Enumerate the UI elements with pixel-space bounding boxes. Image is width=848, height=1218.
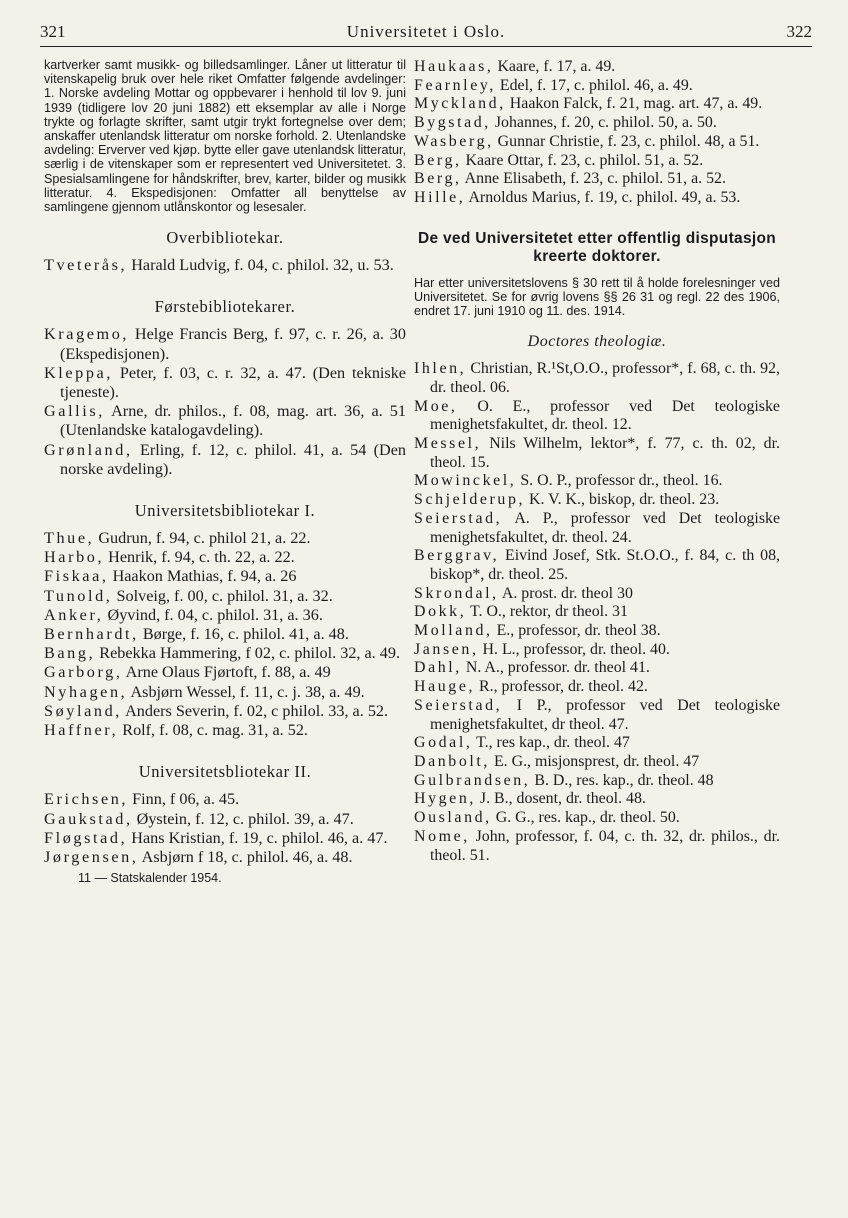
list-item: Messel, Nils Wilhelm, lektor*, f. 77, c. th. 02, dr. theol. 15.	[414, 435, 780, 471]
header-rule	[40, 46, 812, 47]
list-item: Haukaas, Kaare, f. 17, a. 49.	[414, 58, 616, 75]
list-item: Skrondal, A. prost. dr. theol 30	[414, 584, 633, 602]
list-item: Ihlen, Christian, R.¹St,O.O., professor*, f. 68, c. th. 92, dr. theol. 06.	[414, 360, 780, 396]
list-item: Gulbrandsen, B. D., res. kap., dr. theol. 48	[414, 771, 714, 789]
list-item: Mowinckel, S. O. P., professor dr., theol. 16.	[414, 472, 723, 490]
list-item: Danbolt, E. G., misjonsprest, dr. theol. 47	[414, 753, 700, 770]
list-item: Thue, Gudrun, f. 94, c. philol 21, a. 22.	[44, 529, 311, 548]
page-header	[40, 22, 812, 46]
list-item: Hygen, J. B., dosent, dr. theol. 48.	[414, 790, 646, 808]
list-item: Berggrav, Eivind Josef, Stk. St.O.O., f. 84, c. th 08, biskop*, dr. theol. 25.	[414, 547, 780, 583]
list-item: Grønland, Erling, f. 12, c. philol. 41, a. 54 (Den norske avdeling).	[44, 440, 406, 478]
page-number-left: 321	[40, 22, 66, 41]
entry-list-forstebibliotekarer	[44, 325, 406, 479]
list-item: Gaukstad, Øystein, f. 12, c. philol. 39, a. 47.	[44, 809, 354, 828]
list-item: Berg, Anne Elisabeth, f. 23, c. philol. 51, a. 52.	[414, 170, 726, 188]
list-item: Fiskaa, Haakon Mathias, f. 94, a. 26	[44, 567, 297, 586]
list-item: Harbo, Henrik, f. 94, c. th. 22, a. 22.	[44, 548, 295, 567]
entry-list-doctors	[414, 360, 780, 865]
list-item: Berg, Kaare Ottar, f. 23, c. philol. 51, a. 52.	[414, 151, 704, 169]
subheading-theology: Doctores theologiæ.	[527, 333, 667, 351]
list-item: Godal, T., res kap., dr. theol. 47	[414, 734, 630, 752]
list-item: Seierstad, I P., professor ved Det teologiske menighetsfakultet, dr theol. 47.	[414, 696, 780, 733]
running-title: Universitetet i Oslo.	[346, 22, 506, 41]
section-title-universitetsbibliotekar-2: Universitetsbliotekar II.	[138, 762, 312, 782]
section-title-overbibliotekar: Overbibliotekar.	[166, 228, 284, 248]
list-item: Moe, O. E., professor ved Det teologiske menighetsfakultet, dr. theol. 12.	[414, 397, 780, 434]
list-item: Schjelderup, K. V. K., biskop, dr. theol. 23.	[414, 491, 720, 509]
list-item: Anker, Øyvind, f. 04, c. philol. 31, a. 36.	[44, 605, 323, 624]
list-item: Gallis, Arne, dr. philos., f. 08, mag. art. 36, a. 51 (Utenlandske katalogavdeling).	[44, 402, 406, 440]
page-number-right: 322	[786, 22, 812, 41]
doctors-heading: De ved Universitetet etter offentlig disputasjon kreerte doktorer.	[417, 229, 777, 265]
page-footer: 11 — Statskalender 1954.	[78, 871, 222, 886]
list-item: Nome, John, professor, f. 04, c. th. 32, dr. philos., dr. theol. 51.	[414, 827, 780, 864]
entry-list-universitetsbibliotekar-2	[44, 790, 406, 867]
left-column	[44, 58, 406, 885]
list-item: Hille, Arnoldus Marius, f. 19, c. philol. 49, a. 53.	[414, 188, 741, 206]
list-item: Erichsen, Finn, f 06, a. 45.	[44, 790, 240, 809]
section-title-universitetsbibliotekar-1: Universitetsbibliotekar I.	[134, 501, 316, 521]
list-item: Hauge, R., professor, dr. theol. 42.	[414, 678, 648, 696]
list-item: Søyland, Anders Severin, f. 02, c philol. 33, a. 52.	[44, 701, 389, 720]
doctors-intro: Har etter universitetslovens § 30 rett til å holde forelesninger ved Universitetet. Se for øvrig lovens §§ 26 31 og regl. 22 des 1906, endret 17. juni 1910 og 11. des. 1914.	[414, 275, 780, 319]
entry-list-overbibliotekar	[44, 256, 406, 275]
section-title-forstebibliotekarer: Førstebibliotekarer.	[154, 297, 296, 317]
list-item: Kragemo, Helge Francis Berg, f. 97, c. r. 26, a. 30 (Ekspedisjonen).	[44, 325, 406, 363]
library-description: kartverker samt musikk- og billedsamlinger. Låner ut litteratur til vitenskapelig bruk over hele riket Omfatter følgende avdelinger: 1. Norske avdeling Mottar og oppbevarer i henhold til lov 9. juni 1939 (tidligere lov 20 juni 1882) ett eksemplar av alle i Norge trykte og forlagte skrifter, samt utgir trykt fortegnelse over dem; anskaffer utenlandsk litteratur om norske forhold. 2. Utenlandske avdeling: Erverver ved kjøp. bytte eller gave utenlandsk litteratur, særlig i de vitenskaper som er representert ved Universitetet. 3. Spesialsamlingene for håndskrifter, brev, karter, bilder og musikk litteratur. 4. Ekspedisjonen: Omfatter all benyttelse av samlingene gjennom utlånskontor og lesesaler.	[44, 58, 406, 215]
list-item: Bernhardt, Børge, f. 16, c. philol. 41, a. 48.	[44, 625, 349, 644]
list-item: Dokk, T. O., rektor, dr theol. 31	[414, 603, 628, 621]
list-item: Tunold, Solveig, f. 00, c. philol. 31, a. 32.	[44, 586, 333, 605]
list-item: Jansen, H. L., professor, dr. theol. 40.	[414, 640, 670, 658]
list-item: Bang, Rebekka Hammering, f 02, c. philol. 32, a. 49.	[44, 644, 401, 663]
list-item: Myckland, Haakon Falck, f. 21, mag. art. 47, a. 49.	[414, 95, 763, 113]
list-item: Nyhagen, Asbjørn Wessel, f. 11, c. j. 38, a. 49.	[44, 682, 365, 701]
list-item: Jørgensen, Asbjørn f 18, c. philol. 46, a. 48.	[44, 847, 353, 866]
list-item: Molland, E., professor, dr. theol 38.	[414, 622, 661, 640]
list-item: Haffner, Rolf, f. 08, c. mag. 31, a. 52.	[44, 721, 308, 740]
list-item: Ousland, G. G., res. kap., dr. theol. 50.	[414, 809, 680, 827]
right-column	[414, 58, 780, 865]
list-item: Kleppa, Peter, f. 03, c. r. 32, a. 47. (Den tekniske tjeneste).	[44, 363, 406, 402]
list-item: Seierstad, A. P., professor ved Det teologiske menighetsfakultet, dr. theol. 24.	[414, 509, 780, 546]
list-item: Tveterås, Harald Ludvig, f. 04, c. philol. 32, u. 53.	[44, 256, 394, 275]
entry-list-universitetsbibliotekar-1	[44, 529, 406, 740]
list-item: Fearnley, Edel, f. 17, c. philol. 46, a. 49.	[414, 76, 693, 94]
list-item: Fløgstad, Hans Kristian, f. 19, c. philol. 46, a. 47.	[44, 828, 388, 847]
list-item: Wasberg, Gunnar Christie, f. 23, c. philol. 48, a 51.	[414, 132, 760, 150]
list-item: Garborg, Arne Olaus Fjørtoft, f. 88, a. 49	[44, 663, 331, 682]
list-item: Bygstad, Johannes, f. 20, c. philol. 50, a. 50.	[414, 114, 717, 132]
entry-list-continued	[414, 58, 780, 208]
list-item: Dahl, N. A., professor. dr. theol 41.	[414, 659, 650, 677]
